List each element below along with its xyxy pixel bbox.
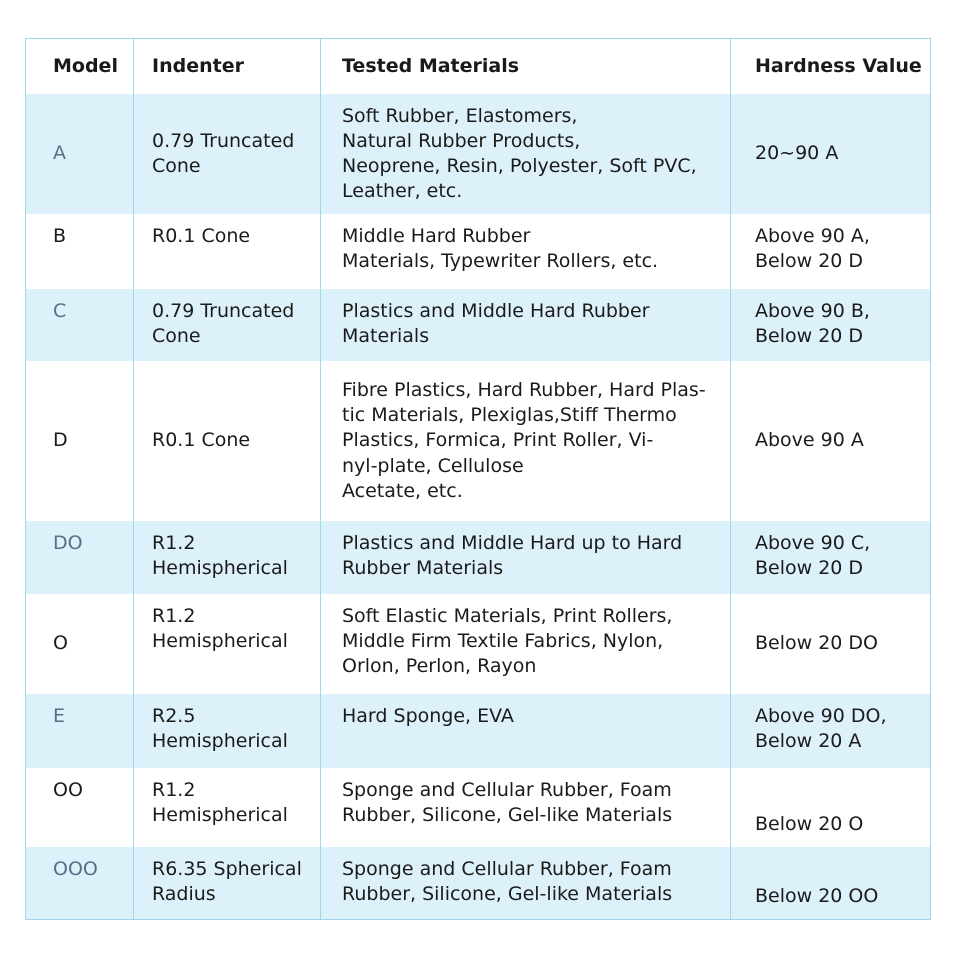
indenter-cell: R1.2 Hemispherical: [152, 779, 288, 827]
materials-cell: Sponge and Cellular Rubber, Foam Rubber, Silicone, Gel-like Materials: [342, 779, 673, 827]
header-model: Model: [53, 54, 118, 77]
table-row: [26, 847, 930, 919]
model-cell: A: [53, 142, 66, 165]
hardness-cell: Above 90 A, Below 20 D: [755, 225, 870, 273]
indenter-cell: 0.79 Truncated Cone: [152, 129, 295, 177]
model-cell: O: [53, 632, 68, 655]
model-cell: B: [53, 225, 67, 247]
column-divider: [730, 39, 731, 919]
materials-cell: Plastics and Middle Hard up to Hard Rubber Materials: [342, 532, 683, 580]
table-row: [26, 521, 930, 594]
hardness-cell: Below 20 DO: [755, 632, 879, 655]
indenter-cell: R1.2 Hemispherical: [152, 605, 288, 653]
table-header-row: [26, 39, 930, 94]
hardness-cell: Above 90 DO, Below 20 A: [755, 705, 887, 753]
table-row: [26, 694, 930, 768]
materials-cell: Hard Sponge, EVA: [342, 705, 514, 727]
model-cell: DO: [53, 532, 83, 554]
table-row: [26, 214, 930, 289]
materials-cell: Soft Elastic Materials, Print Rollers, Middle Firm Textile Fabrics, Nylon, Orlon, Perlon, Rayon: [342, 605, 673, 678]
indenter-cell: R2.5 Hemispherical: [152, 705, 288, 753]
model-cell: E: [53, 705, 66, 727]
hardness-cell: Below 20 O: [755, 812, 864, 835]
model-cell: D: [53, 429, 68, 452]
column-divider: [320, 39, 321, 919]
hardness-cell: Below 20 OO: [755, 884, 879, 907]
header-hardness-value: Hardness Value: [755, 54, 922, 77]
header-indenter: Indenter: [152, 54, 244, 77]
indenter-cell: R0.1 Cone: [152, 225, 251, 247]
hardness-cell: 20~90 A: [755, 142, 839, 165]
table-row: [26, 94, 930, 214]
materials-cell: Middle Hard Rubber Materials, Typewriter Rollers, etc.: [342, 225, 659, 273]
materials-cell: Plastics and Middle Hard Rubber Materials: [342, 300, 650, 348]
hardness-cell: Above 90 B, Below 20 D: [755, 300, 870, 348]
materials-cell: Soft Rubber, Elastomers, Natural Rubber Products, Neoprene, Resin, Polyester, Soft PVC, Leather, etc.: [342, 104, 697, 203]
indenter-cell: R6.35 Spherical Radius: [152, 858, 302, 906]
table-row: [26, 768, 930, 847]
table-row: [26, 594, 930, 694]
hardness-table: [25, 38, 931, 920]
header-tested-materials: Tested Materials: [342, 54, 520, 77]
hardness-cell: Above 90 A: [755, 429, 864, 452]
indenter-cell: R1.2 Hemispherical: [152, 532, 288, 580]
table-row: [26, 361, 930, 521]
materials-cell: Sponge and Cellular Rubber, Foam Rubber, Silicone, Gel-like Materials: [342, 858, 673, 906]
hardness-cell: Above 90 C, Below 20 D: [755, 532, 871, 580]
indenter-cell: 0.79 Truncated Cone: [152, 300, 295, 348]
table-row: [26, 289, 930, 361]
model-cell: C: [53, 300, 67, 322]
model-cell: OOO: [53, 858, 98, 880]
column-divider: [133, 39, 134, 919]
model-cell: OO: [53, 779, 83, 801]
indenter-cell: R0.1 Cone: [152, 429, 251, 452]
materials-cell: Fibre Plastics, Hard Rubber, Hard Plas- tic Materials, Plexiglas,Stiff Thermo Plastics, Formica, Print Roller, Vi- nyl-plate, Cellulose Acetate, etc.: [342, 378, 706, 502]
